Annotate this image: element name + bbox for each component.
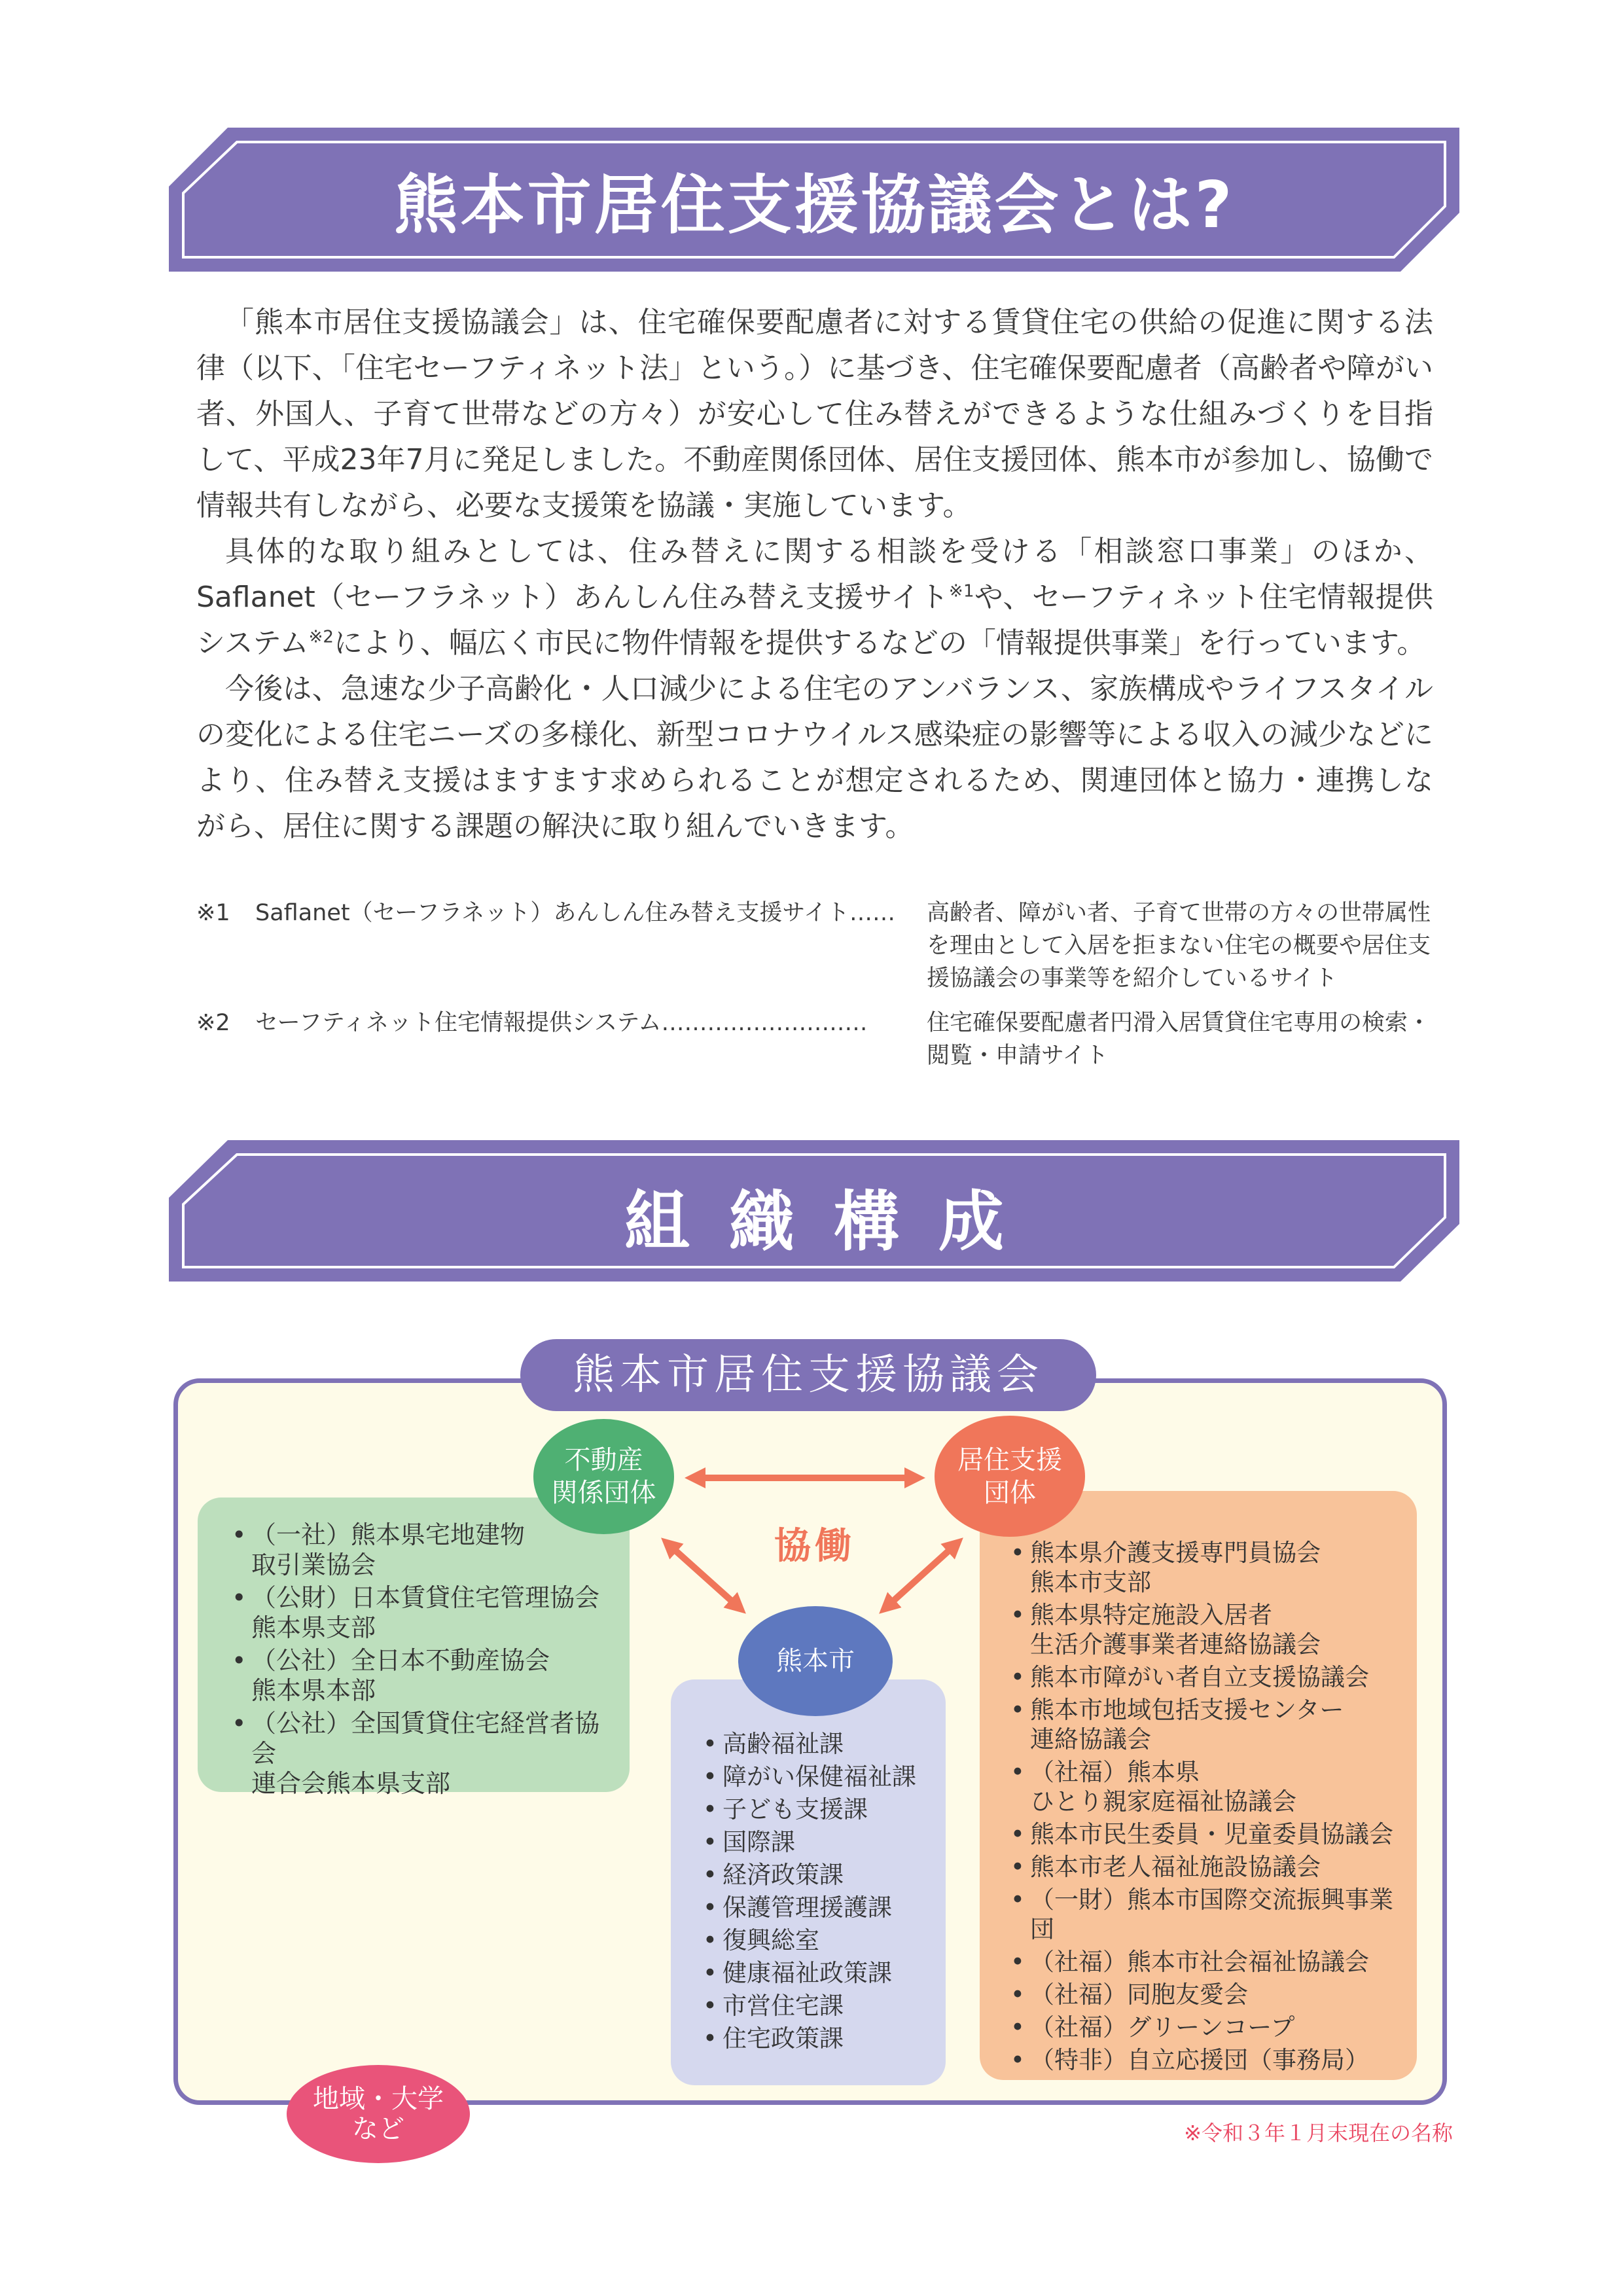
list-item: • （公社）全国賃貸住宅経営者協会 連合会熊本県支部 — [229, 1708, 622, 1799]
footnote: ※令和３年１月末現在の名称 — [1184, 2121, 1453, 2145]
list-item: • 障がい保健福祉課 — [700, 1761, 942, 1793]
list-item: • 熊本市障がい者自立支援協議会 — [1008, 1662, 1414, 1692]
arrow-realestate-city — [669, 1545, 738, 1607]
list-item: • 熊本市地域包括支援センター 連絡協議会 — [1008, 1695, 1414, 1754]
section1-title: 熊本市居住支援協議会とは? — [393, 168, 1235, 243]
list-item: • （一財）熊本市国際交流振興事業団 — [1008, 1885, 1414, 1944]
list-item: • 健康福祉政策課 — [700, 1957, 942, 1990]
list-item: • 国際課 — [700, 1826, 942, 1859]
intro-p2-part3: により、幅広く市民に物件情報を提供するなどの「情報提供事業」を行っています。 — [333, 626, 1426, 660]
intro-p2-sup1: ※1 — [948, 581, 974, 601]
list-item: • 復興総室 — [700, 1924, 942, 1957]
list-item: • 経済政策課 — [700, 1859, 942, 1892]
list-item: • 住宅政策課 — [700, 2022, 942, 2055]
list-item: • （社福）同胞友愛会 — [1008, 1980, 1414, 2009]
intro-paragraph-3: 今後は、急速な少子高齢化・人口減少による住宅のアンバランス、家族構成やライフスタイルの変化による住宅ニーズの多様化、新型コロナウイルス感染症の影響等による収入の減少などにより、住み替え支援はますます求められることが想定されるため、関連団体と協力・連携しながら、居住に関する課題の解決に取り組んでいきます。 — [196, 672, 1433, 843]
list-item: • 熊本県特定施設入居者 生活介護事業者連絡協議会 — [1008, 1600, 1414, 1659]
list-item: • 高齢福祉課 — [700, 1728, 942, 1761]
list-item: • 市営住宅課 — [700, 1990, 942, 2022]
list-item: • （社福）熊本市社会福祉協議会 — [1008, 1947, 1414, 1977]
note-1-term: Saflanet（セーフラネット）あんしん住み替え支援サイト…… — [255, 900, 895, 926]
arrow-support-city — [887, 1545, 955, 1607]
list-item: • 熊本市民生委員・児童委員協議会 — [1008, 1820, 1414, 1849]
note-2-term: セーフティネット住宅情報提供システム……………………… — [255, 1010, 868, 1036]
note-1-description: 高齢者、障がい者、子育て世帯の方々の世帯属性を理由として入居を拒まない住宅の概要や居住支援協議会の事業等を紹介しているサイト — [927, 900, 1431, 992]
region-node-label: 地域・大学 など — [313, 2084, 444, 2144]
org-chart-title: 熊本市居住支援協議会 — [520, 1339, 1096, 1411]
list-item: • （公財）日本賃貸住宅管理協会 熊本県支部 — [229, 1583, 622, 1643]
list-item: • （特非）自立応援団（事務局） — [1008, 2045, 1414, 2075]
intro-paragraph-1: 「熊本市居住支援協議会」は、住宅確保要配慮者に対する賃貸住宅の供給の促進に関する法律（以下、「住宅セーフティネット法」という。）に基づき、住宅確保要配慮者（高齢者や障がい者、外国人、子育て世帯などの方々）が安心して住み替えができるような仕組みづくりを目指して、平成23年7月に発足しました。不動産関係団体、居住支援団体、熊本市が参加し、協働で情報共有しながら、必要な支援策を協議・実施しています。 — [196, 306, 1433, 522]
list-item: • 保護管理援護課 — [700, 1892, 942, 1924]
note-2-description: 住宅確保要配慮者円滑入居賃貸住宅専用の検索・閲覧・申請サイト — [927, 1010, 1431, 1069]
collaboration-label: 協働 — [774, 1525, 855, 1568]
list-item: • （一社）熊本県宅地建物 取引業協会 — [229, 1520, 622, 1580]
city-node — [738, 1606, 893, 1716]
realestate-list — [229, 1520, 622, 1801]
intro-p2-part1: 具体的な取り組みとしては、住み替えに関する相談を受ける「相談窓口事業」のほか、Saflanet（セーフラネット）あんしん住み替え支援サイト — [196, 535, 1433, 614]
intro-p2-part2: や、セーフティネット住宅情報提供システム — [196, 581, 1434, 660]
note-1-mark: ※1 — [196, 900, 230, 926]
note-2-mark: ※2 — [196, 1010, 230, 1036]
list-item: • （社福）熊本県 ひとり親家庭福祉協議会 — [1008, 1757, 1414, 1816]
city-node-label: 熊本市 — [776, 1646, 855, 1676]
list-item: • （公社）全日本不動産協会 熊本県本部 — [229, 1645, 622, 1706]
support-list — [1008, 1538, 1414, 2078]
support-node — [935, 1416, 1085, 1537]
list-item: • （社福）グリーンコープ — [1008, 2013, 1414, 2042]
list-item: • 子ども支援課 — [700, 1793, 942, 1826]
list-item: • 熊本県介護支援専門員協会 熊本市支部 — [1008, 1538, 1414, 1597]
realestate-node — [533, 1419, 674, 1534]
list-item: • 熊本市老人福祉施設協議会 — [1008, 1852, 1414, 1882]
section2-title: 組織構成 — [624, 1183, 1043, 1260]
realestate-node-label: 不動産 関係団体 — [551, 1445, 656, 1508]
city-list — [700, 1728, 942, 2055]
support-node-label: 居住支援 団体 — [957, 1444, 1062, 1508]
intro-p2-sup2: ※2 — [308, 627, 334, 647]
region-node — [287, 2065, 470, 2163]
